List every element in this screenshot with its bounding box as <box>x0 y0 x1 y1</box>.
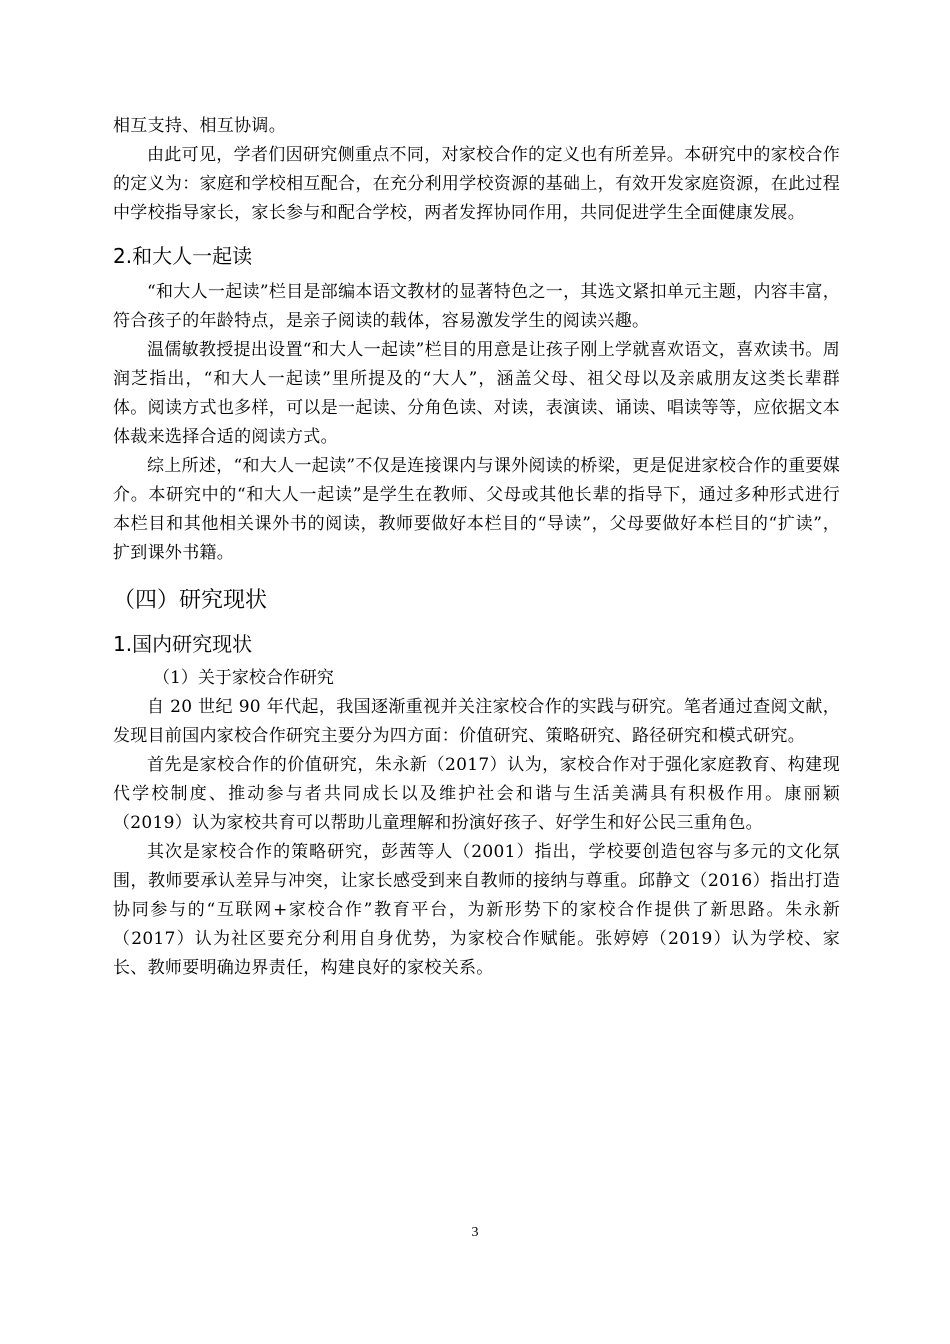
paragraph: 由此可见，学者们因研究侧重点不同，对家校合作的定义也有所差异。本研究中的家校合作的定义为：家庭和学校相互配合，在充分利用学校资源的基础上，有效开发家庭资源，在此过程中学校指导家长，家长参与和配合学校，两者发挥协同作用，共同促进学生全面健康发展。 <box>113 145 840 223</box>
paragraph: 首先是家校合作的价值研究，朱永新（2017）认为，家校合作对于强化家庭教育、构建现代学校制度、推动参与者共同成长以及维护社会和谐与生活美满具有积极作用。康丽颖（2019）认为家校共育可以帮助儿童理解和扮演好孩子、好学生和好公民三重角色。 <box>113 755 840 833</box>
section-heading: 1.国内研究现状 <box>113 632 253 656</box>
paragraph: 相互支持、相互协调。 <box>113 116 286 136</box>
page-content <box>113 112 840 983</box>
paragraph: “和大人一起读”栏目是部编本语文教材的显著特色之一，其选文紧扣单元主题，内容丰富，符合孩子的年龄特点，是亲子阅读的载体，容易激发学生的阅读兴趣。 <box>113 282 840 331</box>
paragraph: 综上所述，“和大人一起读”不仅是连接课内与课外阅读的桥梁，更是促进家校合作的重要媒介。本研究中的“和大人一起读”是学生在教师、父母或其他长辈的指导下，通过多种形式进行本栏目和其他相关课外书的阅读，教师要做好本栏目的“导读”，父母要做好本栏目的“扩读”，扩到课外书籍。 <box>113 456 840 563</box>
subsection-heading: （1）关于家校合作研究 <box>153 668 334 688</box>
paragraph: 其次是家校合作的策略研究，彭茜等人（2001）指出，学校要创造包容与多元的文化氛围，教师要承认差异与冲突，让家长感受到来自教师的接纳与尊重。邱静文（2016）指出打造协同参与的“互联网+家校合作”教育平台，为新形势下的家校合作提供了新思路。朱永新（2017）认为社区要充分利用自身优势，为家校合作赋能。张婷婷（2019）认为学校、家长、教师要明确边界责任，构建良好的家校关系。 <box>113 842 840 978</box>
paragraph: 温儒敏教授提出设置“和大人一起读”栏目的用意是让孩子刚上学就喜欢语文，喜欢读书。周润芝指出，“和大人一起读”里所提及的“大人”，涵盖父母、祖父母以及亲戚朋友这类长辈群体。阅读方式也多样，可以是一起读、分角色读、对读，表演读、诵读、唱读等等，应依据文本体裁来选择合适的阅读方式。 <box>113 340 840 447</box>
section-heading: 2.和大人一起读 <box>113 244 253 268</box>
page-number: 3 <box>471 1225 479 1240</box>
paragraph: 自 20 世纪 90 年代起，我国逐渐重视并关注家校合作的实践与研究。笔者通过查阅文献，发现目前国内家校合作研究主要分为四方面：价值研究、策略研究、路径研究和模式研究。 <box>113 697 840 746</box>
chapter-heading: （四）研究现状 <box>113 588 268 613</box>
